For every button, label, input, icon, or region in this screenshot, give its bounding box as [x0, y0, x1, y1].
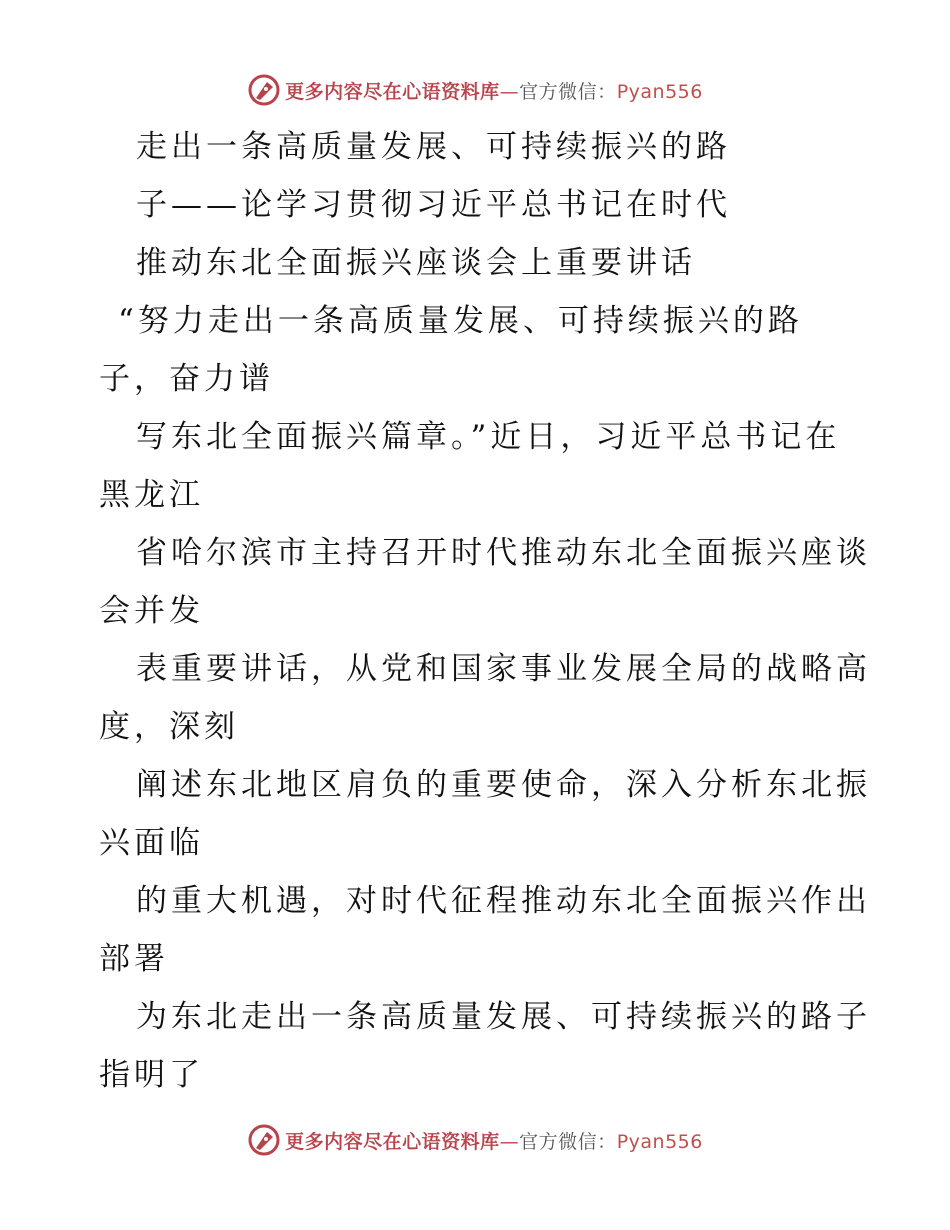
banner-dash: — [499, 80, 520, 103]
footer-banner [0, 1120, 950, 1160]
title-line-2: 子——论学习贯彻习近平总书记在时代 [136, 187, 731, 223]
paragraph-line: 指明了 [99, 1057, 204, 1093]
banner-site-name: 更多内容尽在心语资料库 [285, 1130, 500, 1153]
paragraph-line: 黑龙江 [99, 477, 204, 513]
paragraph-line: 会并发 [99, 593, 204, 629]
title-line-3: 推动东北全面振兴座谈会上重要讲话 [136, 245, 696, 281]
title-line-1: 走出一条高质量发展、可持续振兴的路 [136, 129, 731, 165]
document-body [0, 118, 950, 1104]
pen-nib-logo-icon [247, 1123, 281, 1157]
banner-wechat-label: 官方微信： [519, 80, 617, 103]
paragraph-line: 的重大机遇，对时代征程推动东北全面振兴作出 [136, 883, 871, 919]
paragraph-line: 写东北全面振兴篇章。”近日，习近平总书记在 [136, 419, 841, 455]
banner-wechat-account: Pyan556 [616, 80, 703, 103]
paragraph-line: 子，奋力谱 [99, 361, 274, 397]
paragraph-line: “努力走出一条高质量发展、可持续振兴的路 [118, 303, 803, 339]
paragraph-line: 兴面临 [99, 825, 204, 861]
banner-dash: — [499, 1130, 520, 1153]
banner-text [285, 77, 703, 104]
header-banner [0, 70, 950, 110]
paragraph-line: 省哈尔滨市主持召开时代推动东北全面振兴座谈 [136, 535, 871, 571]
paragraph-line: 度，深刻 [99, 709, 239, 745]
paragraph-line: 阐述东北地区肩负的重要使命，深入分析东北振 [136, 767, 871, 803]
banner-wechat-label: 官方微信： [519, 1130, 617, 1153]
banner-site-name: 更多内容尽在心语资料库 [285, 80, 500, 103]
paragraph-line: 表重要讲话，从党和国家事业发展全局的战略高 [136, 651, 871, 687]
pen-nib-logo-icon [247, 73, 281, 107]
banner-wechat-account: Pyan556 [616, 1130, 703, 1153]
banner-text [285, 1127, 703, 1154]
paragraph-line: 部署 [99, 941, 169, 977]
paragraph-line: 为东北走出一条高质量发展、可持续振兴的路子 [136, 999, 871, 1035]
